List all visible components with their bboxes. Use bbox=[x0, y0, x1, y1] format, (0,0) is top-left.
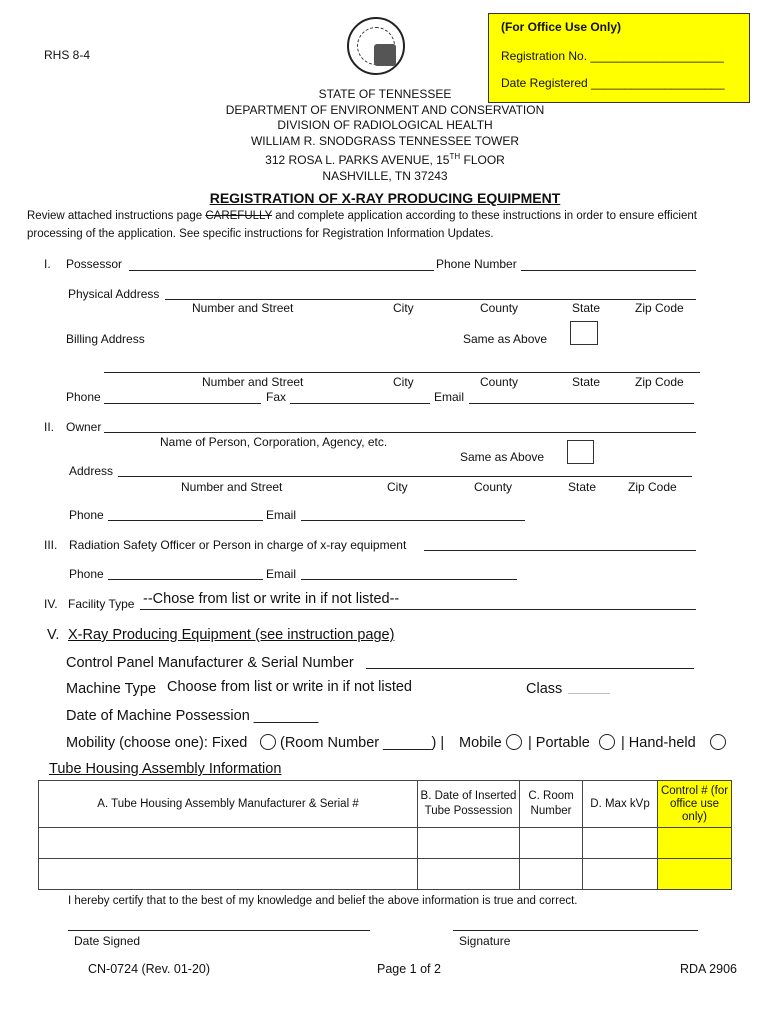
rso-email-label: Email bbox=[266, 567, 297, 581]
table-row bbox=[39, 859, 732, 890]
col-state: State bbox=[572, 301, 601, 315]
billing-same-label: Same as Above bbox=[463, 332, 548, 346]
date-signed-input[interactable] bbox=[68, 930, 370, 931]
physical-address-label: Physical Address bbox=[68, 287, 160, 301]
table-row bbox=[39, 828, 732, 859]
tube-header-room: C. Room Number bbox=[520, 781, 583, 828]
tube-header-kvp: D. Max kVp bbox=[583, 781, 658, 828]
owner-col-street: Number and Street bbox=[181, 480, 283, 494]
tube-row1-manufacturer[interactable] bbox=[39, 828, 418, 859]
physical-address-input[interactable] bbox=[165, 299, 696, 300]
section-5-title: X-Ray Producing Equipment (see instruction page) bbox=[68, 627, 395, 643]
tube-row2-control bbox=[658, 859, 732, 890]
owner-label: Owner bbox=[66, 420, 102, 434]
date-signed-label: Date Signed bbox=[74, 934, 141, 948]
facility-type-underline bbox=[140, 609, 696, 610]
section-1-number: I. bbox=[44, 257, 51, 271]
tube-row1-control bbox=[658, 828, 732, 859]
owner-email-input[interactable] bbox=[301, 520, 525, 521]
mobile-radio[interactable] bbox=[506, 734, 522, 750]
tube-row2-kvp[interactable] bbox=[583, 859, 658, 890]
header-line-1: STATE OF TENNESSEE bbox=[318, 87, 452, 101]
billing-col-state: State bbox=[572, 375, 601, 389]
tube-section-title: Tube Housing Assembly Information bbox=[49, 761, 282, 777]
instructions-line-2: processing of the application. See specific instructions for Registration Information Updates. bbox=[27, 228, 494, 240]
possessor-phone-input[interactable] bbox=[521, 270, 696, 271]
office-title: (For Office Use Only) bbox=[501, 20, 622, 34]
phone-number-label: Phone Number bbox=[436, 257, 517, 271]
possession-date-label: Date of Machine Possession ________ bbox=[66, 708, 319, 724]
mobility-label: Mobility (choose one): Fixed bbox=[66, 735, 248, 751]
owner-phone-input[interactable] bbox=[108, 520, 263, 521]
tube-header-control: Control # (for office use only) bbox=[658, 781, 732, 828]
owner-phone-label: Phone bbox=[69, 508, 104, 522]
tube-row1-room[interactable] bbox=[520, 828, 583, 859]
machine-type-select[interactable]: Choose from list or write in if not listed bbox=[167, 679, 412, 695]
owner-col-state: State bbox=[568, 480, 597, 494]
header-line-2: DEPARTMENT OF ENVIRONMENT AND CONSERVATION bbox=[225, 102, 545, 117]
date-registered-field[interactable]: Date Registered ____________________ bbox=[501, 76, 725, 90]
mobile-label: Mobile bbox=[459, 735, 502, 751]
section-2-number: II. bbox=[44, 420, 55, 434]
class-label: Class bbox=[526, 681, 563, 697]
rso-phone-input[interactable] bbox=[108, 579, 263, 580]
footer-page-number: Page 1 of 2 bbox=[377, 962, 441, 976]
signature-label: Signature bbox=[459, 934, 511, 948]
col-county: County bbox=[480, 301, 519, 315]
tube-row2-manufacturer[interactable] bbox=[39, 859, 418, 890]
tube-header-manufacturer: A. Tube Housing Assembly Manufacturer & Serial # bbox=[39, 781, 418, 828]
footer-rda: RDA 2906 bbox=[680, 962, 737, 976]
manufacturer-input[interactable] bbox=[366, 668, 694, 669]
certify-statement: I hereby certify that to the best of my knowledge and belief the above information is true and correct. bbox=[68, 895, 578, 907]
header-line-6: NASHVILLE, TN 37243 bbox=[322, 168, 448, 183]
tube-row1-kvp[interactable] bbox=[583, 828, 658, 859]
owner-address-label: Address bbox=[69, 464, 114, 478]
col-street: Number and Street bbox=[192, 301, 294, 315]
owner-email-label: Email bbox=[266, 508, 297, 522]
state-seal-icon bbox=[347, 17, 405, 75]
billing-col-city: City bbox=[393, 375, 414, 389]
owner-same-checkbox[interactable] bbox=[567, 440, 594, 464]
header-line-5: 312 ROSA L. PARKS AVENUE, 15TH FLOOR bbox=[265, 152, 505, 167]
registration-no-field[interactable]: Registration No. ____________________ bbox=[501, 49, 724, 63]
instructions-line-1: Review attached instructions page CAREFULLY and complete application according to these instructions in order to ensure efficient bbox=[27, 210, 697, 222]
owner-input[interactable] bbox=[104, 432, 696, 433]
header-line-3: DIVISION OF RADIOLOGICAL HEALTH bbox=[277, 118, 493, 132]
billing-col-county: County bbox=[480, 375, 519, 389]
tube-row2-date[interactable] bbox=[418, 859, 520, 890]
col-zip: Zip Code bbox=[635, 301, 684, 315]
manufacturer-label: Control Panel Manufacturer & Serial Number bbox=[66, 655, 354, 671]
possessor-input[interactable] bbox=[129, 270, 434, 271]
rso-phone-label: Phone bbox=[69, 567, 104, 581]
rso-email-input[interactable] bbox=[301, 579, 517, 580]
billing-same-checkbox[interactable] bbox=[570, 321, 598, 345]
tube-row1-date[interactable] bbox=[418, 828, 520, 859]
signature-input[interactable] bbox=[453, 930, 698, 931]
fax-input[interactable] bbox=[290, 403, 430, 404]
tube-row2-room[interactable] bbox=[520, 859, 583, 890]
owner-address-input[interactable] bbox=[118, 476, 692, 477]
agency-header bbox=[0, 87, 770, 184]
owner-col-county: County bbox=[474, 480, 513, 494]
facility-type-label: Facility Type bbox=[68, 597, 135, 611]
class-input[interactable] bbox=[568, 693, 610, 694]
room-number-field[interactable]: (Room Number ______) | bbox=[280, 735, 445, 751]
col-city: City bbox=[393, 301, 414, 315]
portable-label: | Portable bbox=[528, 735, 590, 751]
billing-phone-input[interactable] bbox=[104, 403, 261, 404]
section-4-number: IV. bbox=[44, 597, 58, 611]
billing-phone-label: Phone bbox=[66, 390, 101, 404]
facility-type-select[interactable]: --Chose from list or write in if not listed-- bbox=[143, 591, 400, 607]
machine-type-label: Machine Type bbox=[66, 681, 157, 697]
owner-col-zip: Zip Code bbox=[628, 480, 677, 494]
rso-label: Radiation Safety Officer or Person in charge of x-ray equipment bbox=[69, 538, 407, 552]
handheld-label: | Hand-held bbox=[621, 735, 696, 751]
billing-col-zip: Zip Code bbox=[635, 375, 684, 389]
handheld-radio[interactable] bbox=[710, 734, 726, 750]
owner-col-city: City bbox=[387, 480, 408, 494]
tube-header-date: B. Date of Inserted Tube Possession bbox=[418, 781, 520, 828]
section-3-number: III. bbox=[44, 538, 58, 552]
fixed-radio[interactable] bbox=[260, 734, 276, 750]
possessor-label: Possessor bbox=[66, 257, 123, 271]
form-id: RHS 8-4 bbox=[44, 48, 91, 62]
form-title: REGISTRATION OF X-RAY PRODUCING EQUIPMENT bbox=[209, 190, 561, 206]
section-5-number: V. bbox=[47, 627, 60, 643]
billing-address-input[interactable] bbox=[104, 372, 700, 373]
billing-email-label: Email bbox=[434, 390, 465, 404]
billing-col-street: Number and Street bbox=[202, 375, 304, 389]
rso-input[interactable] bbox=[424, 550, 696, 551]
owner-hint: Name of Person, Corporation, Agency, etc. bbox=[160, 435, 388, 449]
fax-label: Fax bbox=[266, 390, 287, 404]
footer-form-number: CN-0724 (Rev. 01-20) bbox=[88, 962, 211, 976]
tube-housing-table bbox=[38, 780, 732, 890]
header-line-4: WILLIAM R. SNODGRASS TENNESSEE TOWER bbox=[250, 133, 520, 148]
portable-radio[interactable] bbox=[599, 734, 615, 750]
billing-address-label: Billing Address bbox=[66, 332, 145, 346]
owner-same-label: Same as Above bbox=[460, 450, 545, 464]
billing-email-input[interactable] bbox=[469, 403, 694, 404]
